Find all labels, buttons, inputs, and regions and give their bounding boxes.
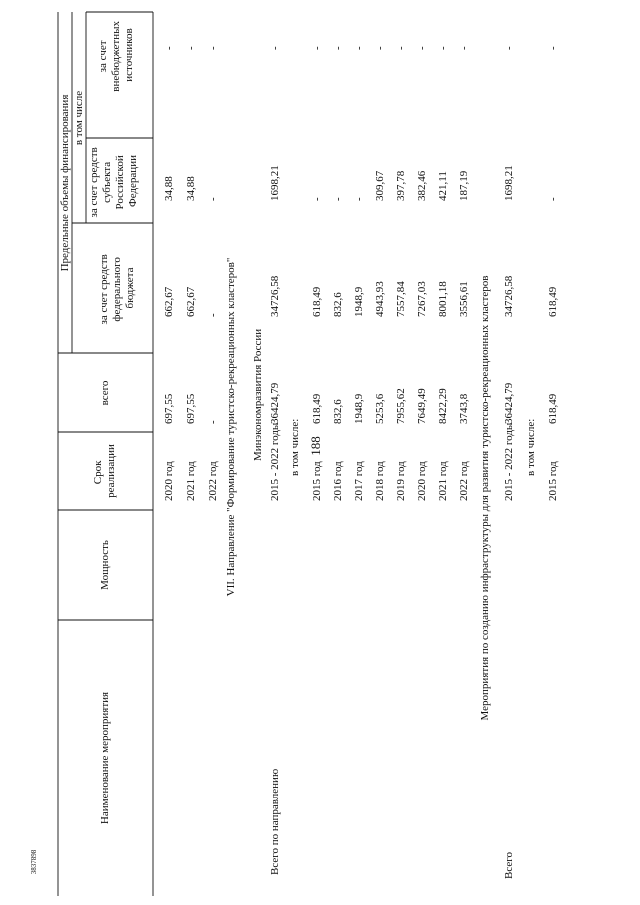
sub-total-label: Всего [503,852,515,879]
header-capacity: Мощность [99,540,111,590]
cell-offbudget: - [311,46,323,50]
cell-regional: 382,46 [416,170,428,201]
cell-period: 2019 год [395,461,407,501]
cell-period: 2020 год [163,461,175,501]
cell-federal: 662,67 [163,286,175,317]
cell-total: 697,55 [163,393,175,424]
cell-regional: 1698,21 [503,165,515,201]
cell-federal: 4943,93 [374,281,386,317]
cell-offbudget: - [269,46,281,50]
header-name: Наименование мероприятия [99,691,111,825]
cell-offbudget: - [185,46,197,50]
section-title: VII. Направление "Формирование туристско-рекреационных кластеров" [225,257,237,597]
page-number: 188 [308,436,323,456]
cell-offbudget: - [207,46,219,50]
cell-offbudget: - [353,46,365,50]
cell-regional: - [353,197,365,201]
cell-regional: 34,88 [163,176,175,201]
header-offbudget: за счет внебюджетных источников [97,21,135,92]
incl-label: в том числе: [289,418,301,476]
cell-period: 2021 год [185,461,197,501]
cell-period: 2015 год [311,461,323,501]
section-labels [225,258,537,879]
cell-federal: 7267,03 [416,281,428,317]
table-row [207,46,219,501]
cell-federal: 618,49 [311,286,323,317]
cell-total: 7649,49 [416,388,428,424]
cell-total: 36424,79 [503,382,515,424]
cell-total: 832,6 [332,399,344,424]
cell-regional: 421,11 [437,171,449,201]
subsection-title: Мероприятия по созданию инфраструктуры для развития туристско-рекреационных кластеров [479,275,491,721]
cell-offbudget: - [458,46,470,50]
table-row [395,46,407,501]
cell-offbudget: - [374,46,386,50]
table-row [353,46,365,501]
cell-regional: - [207,197,219,201]
cell-offbudget: - [547,46,559,50]
cell-period: 2021 год [437,461,449,501]
table-row [332,46,344,501]
cell-regional: 34,88 [185,176,197,201]
cell-regional: 309,67 [374,170,386,201]
cell-regional: 1698,21 [269,165,281,201]
cell-total: 697,55 [185,393,197,424]
header-in-that: в том числе [73,90,85,146]
table-row [185,46,197,501]
cell-regional: - [332,197,344,201]
cell-regional: 397,78 [395,170,407,201]
cell-total: 618,49 [311,393,323,424]
table-row [547,46,559,501]
cell-period: 2015 год [547,461,559,501]
cell-regional: 187,19 [458,170,470,201]
table-row-total [269,46,281,501]
cell-offbudget: - [416,46,428,50]
table-row [374,46,386,501]
cell-period: 2018 год [374,461,386,501]
cell-period: 2016 год [332,461,344,501]
cell-federal: - [207,313,219,317]
cell-offbudget: - [503,46,515,50]
cell-regional: - [311,197,323,201]
cell-period: 2015 - 2022 годы [503,422,515,501]
cell-regional: - [547,197,559,201]
cell-offbudget: - [163,46,175,50]
cell-total: 3743,8 [458,393,470,424]
table-row [437,46,449,501]
cell-period: 2015 - 2022 годы [269,422,281,501]
cell-federal: 1948,9 [353,286,365,317]
cell-federal: 34726,58 [503,275,515,317]
table-row [458,46,470,501]
header-regional: за счет средств субъекта Российской Федерации [88,147,139,218]
sub-incl-label: в том числе: [525,418,537,476]
cell-period: 2017 год [353,461,365,501]
document-stamp: 3837898 [30,849,38,875]
table-body [163,46,559,501]
ministry-label: Минэкономразвития России [252,328,264,461]
cell-period: 2022 год [458,461,470,501]
total-label: Всего по направлению [269,768,281,875]
table-header [59,18,139,824]
cell-total: 7955,62 [395,388,407,424]
header-period: Срок реализации [92,444,117,498]
cell-period: 2020 год [416,461,428,501]
cell-federal: 34726,58 [269,275,281,317]
table-row-subtotal [503,46,515,501]
cell-period: 2022 год [207,461,219,501]
header-federal: за счет средств федерального бюджета [98,254,136,325]
cell-total: 8422,29 [437,388,449,424]
table-row [163,46,175,501]
cell-federal: 662,67 [185,286,197,317]
cell-offbudget: - [395,46,407,50]
cell-federal: 7557,84 [395,281,407,317]
header-limits: Предельные объемы финансирования [59,94,71,272]
header-total: всего [99,380,111,406]
table-row [311,46,323,501]
cell-total: 5253,6 [374,393,386,424]
cell-offbudget: - [437,46,449,50]
cell-total: - [207,420,219,424]
cell-federal: 8001,18 [437,281,449,317]
cell-total: 36424,79 [269,382,281,424]
table-row [416,46,428,501]
cell-total: 1948,9 [353,393,365,424]
cell-federal: 832,6 [332,292,344,317]
cell-federal: 618,49 [547,286,559,317]
cell-total: 618,49 [547,393,559,424]
cell-offbudget: - [332,46,344,50]
cell-federal: 3556,61 [458,281,470,317]
